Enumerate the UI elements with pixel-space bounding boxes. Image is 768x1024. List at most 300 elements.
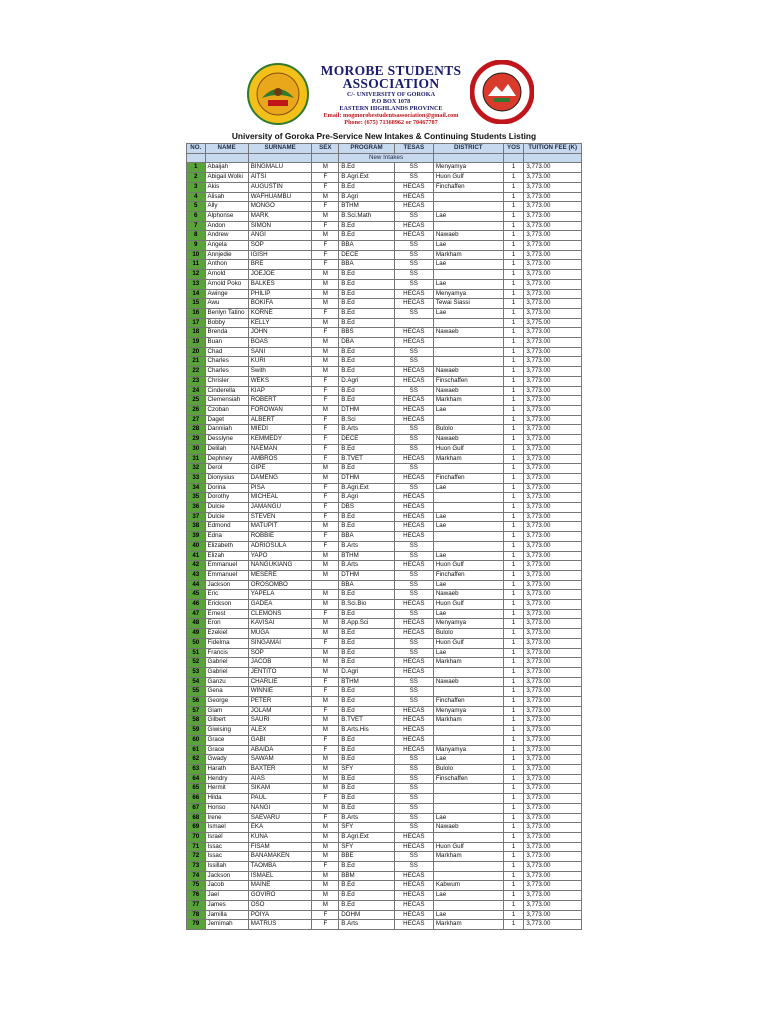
- student-name: Gwady: [205, 755, 248, 765]
- row-no: 48: [187, 619, 206, 629]
- student-tesas: HECAS: [394, 561, 433, 571]
- student-program: B.Ed: [339, 900, 395, 910]
- student-district: [433, 726, 503, 736]
- row-no: 68: [187, 813, 206, 823]
- student-surname: AITSI: [248, 173, 312, 183]
- row-no: 72: [187, 852, 206, 862]
- student-yos: 1: [503, 852, 524, 862]
- student-tesas: HECAS: [394, 706, 433, 716]
- student-district: [433, 687, 503, 697]
- table-row: [187, 765, 582, 775]
- student-yos: 1: [503, 541, 524, 551]
- table-row: [187, 435, 582, 445]
- student-name: James: [205, 900, 248, 910]
- student-district: [433, 347, 503, 357]
- student-surname: BAXTER: [248, 765, 312, 775]
- student-name: Eron: [205, 619, 248, 629]
- student-program: B.Ed: [339, 590, 395, 600]
- student-program: B.Ed: [339, 638, 395, 648]
- row-no: 69: [187, 823, 206, 833]
- student-tuition-fee: 3,773.00: [524, 697, 582, 707]
- student-sex: M: [312, 891, 339, 901]
- student-name: Dorina: [205, 483, 248, 493]
- table-row: [187, 532, 582, 542]
- student-surname: SINGAMAI: [248, 638, 312, 648]
- student-tesas: HECAS: [394, 182, 433, 192]
- table-row: [187, 405, 582, 415]
- student-sex: F: [312, 396, 339, 406]
- student-sex: M: [312, 658, 339, 668]
- student-surname: MARK: [248, 211, 312, 221]
- student-sex: F: [312, 241, 339, 251]
- student-yos: 1: [503, 241, 524, 251]
- student-sex: F: [312, 794, 339, 804]
- student-surname: JAMANGU: [248, 503, 312, 513]
- student-tesas: SS: [394, 755, 433, 765]
- student-name: Arnold: [205, 270, 248, 280]
- student-name: Desslyne: [205, 435, 248, 445]
- student-program: B.Arts.His: [339, 726, 395, 736]
- row-no: 4: [187, 192, 206, 202]
- student-name: Israel: [205, 832, 248, 842]
- row-no: 65: [187, 784, 206, 794]
- student-sex: F: [312, 862, 339, 872]
- student-program: B.Ed: [339, 357, 395, 367]
- student-surname: KORNE: [248, 308, 312, 318]
- student-sex: M: [312, 231, 339, 241]
- student-yos: 1: [503, 774, 524, 784]
- student-tesas: HECAS: [394, 367, 433, 377]
- student-surname: PHILIP: [248, 289, 312, 299]
- table-header-row: [187, 144, 582, 154]
- student-yos: 1: [503, 910, 524, 920]
- student-district: Bulolo: [433, 629, 503, 639]
- student-name: Andon: [205, 221, 248, 231]
- student-name: Hendry: [205, 774, 248, 784]
- student-program: B.Agri.Ext: [339, 483, 395, 493]
- student-sex: F: [312, 745, 339, 755]
- student-district: Nawaeb: [433, 386, 503, 396]
- student-name: Harath: [205, 765, 248, 775]
- student-program: B.Ed: [339, 648, 395, 658]
- student-sex: M: [312, 726, 339, 736]
- student-surname: AMBROS: [248, 454, 312, 464]
- student-sex: M: [312, 270, 339, 280]
- student-program: BTHM: [339, 677, 395, 687]
- student-program: DTHM: [339, 473, 395, 483]
- table-row: [187, 920, 582, 930]
- student-yos: 1: [503, 920, 524, 930]
- row-no: 53: [187, 667, 206, 677]
- row-no: 49: [187, 629, 206, 639]
- student-sex: M: [312, 163, 339, 173]
- student-tuition-fee: 3,773.00: [524, 386, 582, 396]
- student-district: Lae: [433, 910, 503, 920]
- student-sex: F: [312, 221, 339, 231]
- table-row: [187, 900, 582, 910]
- student-yos: 1: [503, 192, 524, 202]
- student-sex: F: [312, 503, 339, 513]
- student-program: SFY: [339, 842, 395, 852]
- table-row: [187, 503, 582, 513]
- table-row: [187, 755, 582, 765]
- student-program: SFY: [339, 823, 395, 833]
- student-tuition-fee: 3,773.00: [524, 289, 582, 299]
- student-district: Finchaffen: [433, 697, 503, 707]
- table-row: [187, 580, 582, 590]
- row-no: 13: [187, 279, 206, 289]
- organization-name: MOROBE STUDENTS ASSOCIATION: [320, 63, 462, 91]
- student-surname: MICHEAL: [248, 493, 312, 503]
- student-district: [433, 357, 503, 367]
- student-surname: AIAS: [248, 774, 312, 784]
- student-program: B.Ed: [339, 735, 395, 745]
- student-surname: MATUPIT: [248, 522, 312, 532]
- student-surname: BINGMALU: [248, 163, 312, 173]
- student-surname: KAVISAI: [248, 619, 312, 629]
- student-name: Andrew: [205, 231, 248, 241]
- student-name: Gabriel: [205, 667, 248, 677]
- student-program: B.Agri: [339, 493, 395, 503]
- student-surname: FOROWAN: [248, 405, 312, 415]
- student-tesas: HECAS: [394, 667, 433, 677]
- student-district: Nawaeb: [433, 328, 503, 338]
- student-district: Bulolo: [433, 425, 503, 435]
- student-surname: SOP: [248, 241, 312, 251]
- student-name: Jamilla: [205, 910, 248, 920]
- table-row: [187, 444, 582, 454]
- student-name: Ganzu: [205, 677, 248, 687]
- student-tesas: HECAS: [394, 658, 433, 668]
- student-program: B.Ed: [339, 308, 395, 318]
- student-name: Benlyn Tatino: [205, 308, 248, 318]
- student-yos: 1: [503, 182, 524, 192]
- student-district: Lae: [433, 211, 503, 221]
- header-district: DISTRICT: [433, 144, 503, 154]
- row-no: 1: [187, 163, 206, 173]
- document-title: University of Goroka Pre-Service New Intakes & Continuing Students Listing: [231, 131, 537, 141]
- student-district: [433, 415, 503, 425]
- table-row: [187, 231, 582, 241]
- student-tesas: SS: [394, 852, 433, 862]
- student-tuition-fee: 3,773.00: [524, 396, 582, 406]
- student-yos: 1: [503, 532, 524, 542]
- student-surname: MAINE: [248, 881, 312, 891]
- student-name: Jemimah: [205, 920, 248, 930]
- student-surname: JOEJOE: [248, 270, 312, 280]
- table-row: [187, 192, 582, 202]
- letterhead: [186, 60, 582, 126]
- student-tesas: SS: [394, 279, 433, 289]
- row-no: 8: [187, 231, 206, 241]
- student-sex: F: [312, 376, 339, 386]
- student-district: Huon Gulf: [433, 444, 503, 454]
- student-surname: OROSOMBO: [248, 580, 312, 590]
- student-sex: F: [312, 308, 339, 318]
- student-yos: 1: [503, 600, 524, 610]
- student-district: Finschaffen: [433, 774, 503, 784]
- student-yos: 1: [503, 202, 524, 212]
- table-row: [187, 270, 582, 280]
- student-surname: PISA: [248, 483, 312, 493]
- student-sex: F: [312, 910, 339, 920]
- student-surname: BANAMAKEN: [248, 852, 312, 862]
- student-tuition-fee: 3,773.00: [524, 687, 582, 697]
- student-district: [433, 667, 503, 677]
- table-row: [187, 716, 582, 726]
- header-no: NO.: [187, 144, 206, 154]
- row-no: 17: [187, 318, 206, 328]
- student-program: B.Ed: [339, 881, 395, 891]
- student-sex: M: [312, 464, 339, 474]
- student-program: BBS: [339, 328, 395, 338]
- row-no: 14: [187, 289, 206, 299]
- student-district: Huon Gulf: [433, 173, 503, 183]
- table-row: [187, 299, 582, 309]
- student-district: Lae: [433, 241, 503, 251]
- table-row: [187, 493, 582, 503]
- row-no: 44: [187, 580, 206, 590]
- student-tuition-fee: 3,773.00: [524, 794, 582, 804]
- table-row: [187, 386, 582, 396]
- student-tesas: HECAS: [394, 338, 433, 348]
- student-district: Lae: [433, 279, 503, 289]
- table-row: [187, 308, 582, 318]
- student-program: B.Agri.Ext: [339, 173, 395, 183]
- student-district: Markham: [433, 396, 503, 406]
- student-tuition-fee: 3,773.00: [524, 619, 582, 629]
- row-no: 23: [187, 376, 206, 386]
- student-tesas: HECAS: [394, 522, 433, 532]
- section-label: New Intakes: [339, 153, 434, 163]
- student-tesas: SS: [394, 211, 433, 221]
- student-sex: M: [312, 823, 339, 833]
- student-yos: 1: [503, 328, 524, 338]
- student-district: Nawaeb: [433, 367, 503, 377]
- student-district: Menyamya: [433, 619, 503, 629]
- student-yos: 1: [503, 493, 524, 503]
- student-tesas: SS: [394, 173, 433, 183]
- student-yos: 1: [503, 376, 524, 386]
- student-yos: 1: [503, 396, 524, 406]
- student-program: B.Ed: [339, 687, 395, 697]
- student-surname: SAURI: [248, 716, 312, 726]
- student-tuition-fee: 3,773.00: [524, 512, 582, 522]
- student-program: B.Ed: [339, 347, 395, 357]
- student-tesas: SS: [394, 386, 433, 396]
- row-no: 61: [187, 745, 206, 755]
- student-yos: 1: [503, 900, 524, 910]
- student-district: Huon Gulf: [433, 561, 503, 571]
- table-row: [187, 357, 582, 367]
- student-tuition-fee: 3,773.00: [524, 182, 582, 192]
- row-no: 79: [187, 920, 206, 930]
- student-district: Lae: [433, 580, 503, 590]
- student-tesas: SS: [394, 241, 433, 251]
- row-no: 22: [187, 367, 206, 377]
- student-surname: KURI: [248, 357, 312, 367]
- student-surname: BOKIFA: [248, 299, 312, 309]
- student-sex: M: [312, 347, 339, 357]
- student-program: DTHM: [339, 405, 395, 415]
- student-sex: F: [312, 638, 339, 648]
- student-name: Jackson: [205, 871, 248, 881]
- student-name: Emmanuel: [205, 561, 248, 571]
- student-surname: PETER: [248, 697, 312, 707]
- student-district: Huon Gulf: [433, 600, 503, 610]
- student-district: Lae: [433, 648, 503, 658]
- student-yos: 1: [503, 221, 524, 231]
- row-no: 47: [187, 609, 206, 619]
- student-surname: GOVIRO: [248, 891, 312, 901]
- student-district: Nawaeb: [433, 823, 503, 833]
- student-tesas: HECAS: [394, 415, 433, 425]
- table-row: [187, 774, 582, 784]
- table-row: [187, 726, 582, 736]
- student-tuition-fee: 3,773.00: [524, 910, 582, 920]
- table-row: [187, 512, 582, 522]
- row-no: 37: [187, 512, 206, 522]
- student-district: [433, 735, 503, 745]
- student-district: Huon Gulf: [433, 638, 503, 648]
- student-tesas: HECAS: [394, 221, 433, 231]
- student-yos: 1: [503, 454, 524, 464]
- student-sex: F: [312, 425, 339, 435]
- student-tuition-fee: 3,773.00: [524, 638, 582, 648]
- student-yos: 1: [503, 405, 524, 415]
- student-tesas: SS: [394, 784, 433, 794]
- student-program: B.Ed: [339, 299, 395, 309]
- header-program: PROGRAM: [339, 144, 395, 154]
- student-sex: F: [312, 687, 339, 697]
- table-row: [187, 862, 582, 872]
- student-name: Arnold Poko: [205, 279, 248, 289]
- student-surname: NANGUKIANG: [248, 561, 312, 571]
- student-tuition-fee: 3,773.00: [524, 405, 582, 415]
- row-no: 70: [187, 832, 206, 842]
- student-name: Grace: [205, 735, 248, 745]
- student-tuition-fee: 3,773.00: [524, 473, 582, 483]
- student-tesas: SS: [394, 794, 433, 804]
- student-tesas: HECAS: [394, 716, 433, 726]
- student-surname: OSO: [248, 900, 312, 910]
- student-program: B.Ed: [339, 609, 395, 619]
- header-yos: YOS: [503, 144, 524, 154]
- student-district: Nawaeb: [433, 231, 503, 241]
- student-district: Lae: [433, 522, 503, 532]
- student-sex: M: [312, 803, 339, 813]
- student-district: Lae: [433, 891, 503, 901]
- student-yos: 1: [503, 173, 524, 183]
- student-yos: 1: [503, 765, 524, 775]
- table-row: [187, 823, 582, 833]
- student-sex: M: [312, 192, 339, 202]
- student-surname: BALKES: [248, 279, 312, 289]
- student-tuition-fee: 3,773.00: [524, 609, 582, 619]
- table-row: [187, 609, 582, 619]
- student-tuition-fee: 3,773.00: [524, 590, 582, 600]
- student-sex: F: [312, 250, 339, 260]
- student-tesas: HECAS: [394, 503, 433, 513]
- student-tuition-fee: 3,773.00: [524, 774, 582, 784]
- student-tesas: HECAS: [394, 512, 433, 522]
- student-tesas: HECAS: [394, 473, 433, 483]
- table-row: [187, 677, 582, 687]
- student-name: Issac: [205, 842, 248, 852]
- student-district: [433, 900, 503, 910]
- student-tesas: HECAS: [394, 405, 433, 415]
- student-program: DOHM: [339, 910, 395, 920]
- student-program: B.Ed: [339, 706, 395, 716]
- table-row: [187, 163, 582, 173]
- student-program: B.Ed: [339, 464, 395, 474]
- student-program: B.Ed: [339, 658, 395, 668]
- student-tuition-fee: 3,773.00: [524, 541, 582, 551]
- student-district: [433, 832, 503, 842]
- student-yos: 1: [503, 308, 524, 318]
- student-tesas: SS: [394, 648, 433, 658]
- table-row: [187, 735, 582, 745]
- student-district: [433, 493, 503, 503]
- table-row: [187, 687, 582, 697]
- table-row: [187, 522, 582, 532]
- student-sex: F: [312, 541, 339, 551]
- student-yos: 1: [503, 794, 524, 804]
- student-surname: WINNIE: [248, 687, 312, 697]
- student-yos: 1: [503, 658, 524, 668]
- student-yos: 1: [503, 629, 524, 639]
- student-district: Menyamya: [433, 289, 503, 299]
- student-district: [433, 192, 503, 202]
- table-row: [187, 697, 582, 707]
- student-yos: 1: [503, 289, 524, 299]
- student-surname: POIYA: [248, 910, 312, 920]
- row-no: 2: [187, 173, 206, 183]
- student-program: B.Ed: [339, 522, 395, 532]
- student-program: BTHM: [339, 551, 395, 561]
- student-sex: M: [312, 561, 339, 571]
- row-no: 18: [187, 328, 206, 338]
- student-surname: SAWAM: [248, 755, 312, 765]
- student-surname: MATRUS: [248, 920, 312, 930]
- student-tuition-fee: 3,773.00: [524, 299, 582, 309]
- table-row: [187, 638, 582, 648]
- student-yos: 1: [503, 338, 524, 348]
- student-tuition-fee: 3,773.00: [524, 454, 582, 464]
- student-tuition-fee: 3,773.00: [524, 677, 582, 687]
- student-district: [433, 464, 503, 474]
- student-name: Giam: [205, 706, 248, 716]
- student-program: B.Ed: [339, 697, 395, 707]
- header-tesas: TESAS: [394, 144, 433, 154]
- student-tuition-fee: 3,773.00: [524, 891, 582, 901]
- student-district: Markham: [433, 920, 503, 930]
- student-yos: 1: [503, 561, 524, 571]
- table-row: [187, 891, 582, 901]
- student-sex: M: [312, 667, 339, 677]
- organization-address: C/- UNIVERSITY OF GOROKA P.O BOX 1078 EASTERN HIGHLANDS PROVINCE Email: mogmorobestudentsassociation@gmail.com Phone: (675) 71368962 or 70467787: [323, 91, 459, 126]
- student-name: Eric: [205, 590, 248, 600]
- student-surname: NANGI: [248, 803, 312, 813]
- student-name: Elizabeth: [205, 541, 248, 551]
- student-name: Abigail Wolki: [205, 173, 248, 183]
- student-name: Brenda: [205, 328, 248, 338]
- row-no: 29: [187, 435, 206, 445]
- row-no: 34: [187, 483, 206, 493]
- student-tesas: SS: [394, 580, 433, 590]
- student-tuition-fee: 3,773.00: [524, 745, 582, 755]
- student-tuition-fee: 3,773.00: [524, 231, 582, 241]
